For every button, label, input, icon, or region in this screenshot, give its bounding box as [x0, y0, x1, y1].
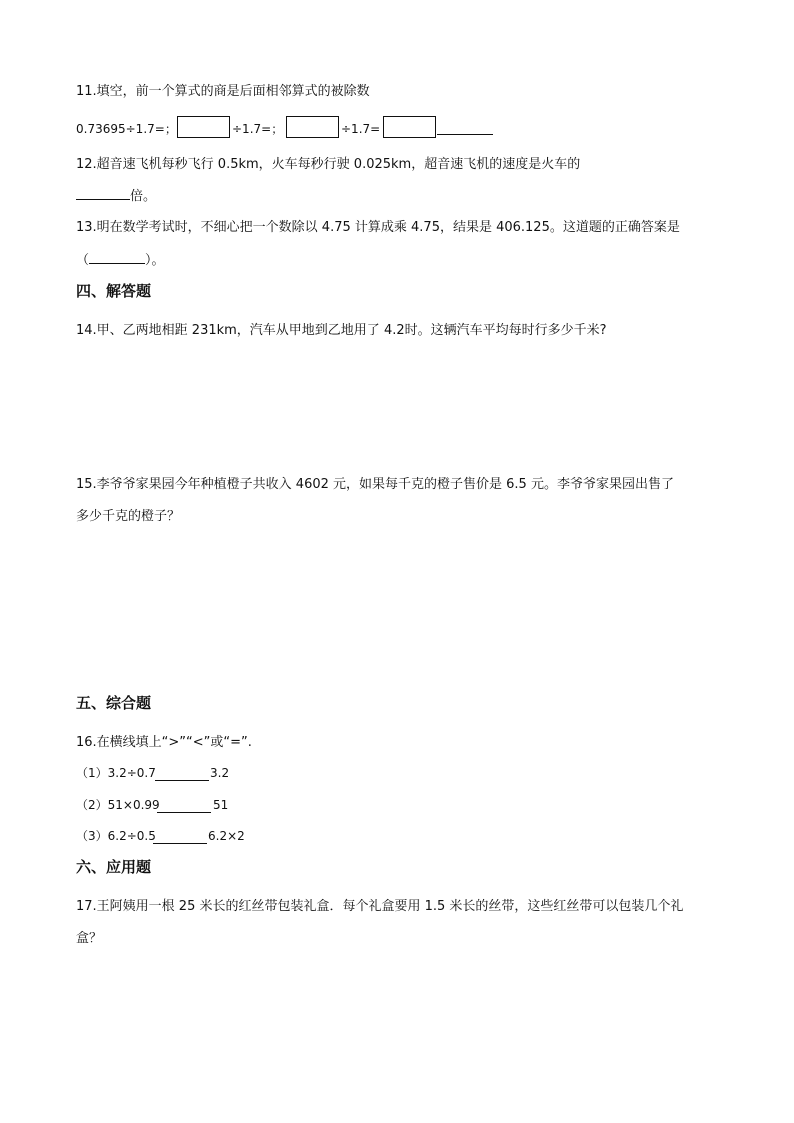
q13-line-1: 13.明在数学考试时，不细心把一个数除以 4.75 计算成乘 4.75，结果是 406.125。这道题的正确答案是 — [76, 220, 680, 235]
section-4-heading: 四、解答题 — [76, 282, 152, 300]
q16-item-2-left: （2）51×0.99 — [76, 798, 160, 812]
section-6-heading: 六、应用题 — [76, 858, 152, 876]
q12-line-2 — [76, 186, 156, 206]
q11-prompt: 11.填空，前一个算式的商是后面相邻算式的被除数 — [76, 84, 370, 99]
q15-line-1: 15.李爷爷家果园今年种植橙子共收入 4602 元，如果每千克的橙子售价是 6.5 元。李爷爷家果园出售了 — [76, 477, 674, 492]
q16-item-3-left: （3）6.2÷0.5 — [76, 829, 156, 843]
q11-expression-1: 0.73695÷1.7=； — [76, 122, 177, 136]
q11-answer-box-2[interactable] — [286, 116, 339, 138]
q16-item-1-left: （1）3.2÷0.7 — [76, 766, 156, 780]
q17-line-1: 17.王阿姨用一根 25 米长的红丝带包装礼盒．每个礼盒要用 1.5 米长的丝带，这些红丝带可以包装几个礼 — [76, 899, 684, 914]
q11-expression-3: ÷1.7= — [341, 122, 381, 136]
q14-text: 14.甲、乙两地相距 231km，汽车从甲地到乙地用了 4.2时。这辆汽车平均每时行多少千米? — [76, 323, 607, 338]
q11-answer-box-3[interactable] — [383, 116, 436, 138]
q16-item-2-blank[interactable] — [157, 812, 211, 813]
q16-item-3-blank[interactable] — [153, 843, 207, 844]
q16-item-3-right: 6.2×2 — [208, 829, 245, 843]
q16-item-1-right: 3.2 — [210, 766, 230, 780]
q15-line-2: 多少千克的橙子？ — [76, 509, 181, 524]
q13-open-paren: （ — [76, 253, 90, 268]
q13-line-2 — [76, 250, 165, 270]
q11-answer-blank[interactable] — [437, 134, 493, 135]
q12-suffix: 倍。 — [130, 189, 157, 204]
q16-item-1-blank[interactable] — [155, 780, 209, 781]
q11-answer-box-1[interactable] — [177, 116, 230, 138]
q11-expression-2: ÷1.7=； — [232, 122, 284, 136]
q13-answer-blank[interactable] — [89, 250, 145, 264]
q17-line-2: 盒？ — [76, 931, 103, 946]
q16-item-2-right: 51 — [213, 798, 229, 812]
q16-prompt: 16.在横线填上“>”“<”或“=”. — [76, 735, 252, 750]
q12-answer-blank[interactable] — [76, 186, 130, 200]
section-5-heading: 五、综合题 — [76, 694, 152, 712]
q12-line-1: 12.超音速飞机每秒飞行 0.5km，火车每秒行驶 0.025km，超音速飞机的速度是火车的 — [76, 157, 581, 172]
q13-close-paren: ）。 — [145, 253, 165, 268]
